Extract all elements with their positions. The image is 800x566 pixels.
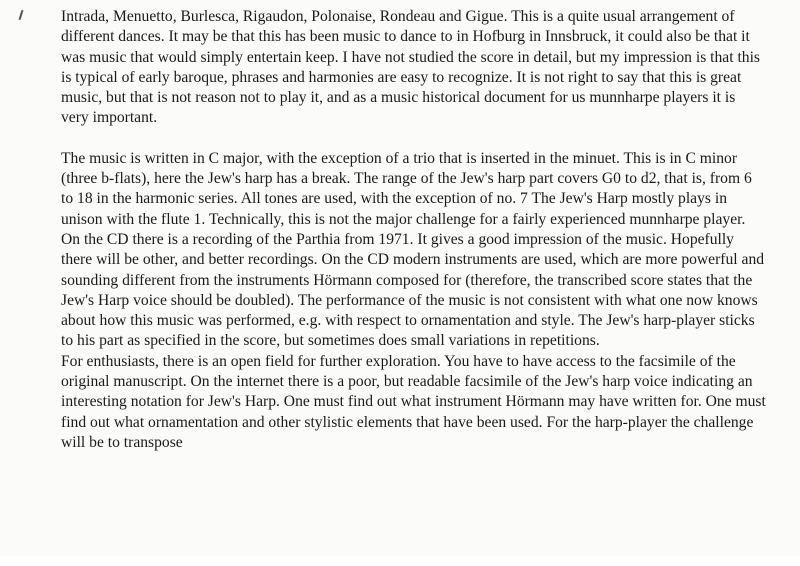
page-bottom-edge — [0, 556, 800, 566]
paragraph-enthusiasts: For enthusiasts, there is an open field for further exploration. You have to have access to the facsimile of the original manuscript. On the internet there is a poor, but readable facsimile of the Jew's harp voice indicating an interesting notation for Jew's Harp. One must find out what instrument Hörmann may have written for. One must find out what ornamentation and other stylistic elements that have been used. For the harp-player the challenge will be to transpose — [61, 352, 766, 451]
text-column — [61, 7, 766, 453]
paragraph-cd-recording: On the CD there is a recording of the Parthia from 1971. It gives a good impression of the music. Hopefully there will be other, and better recordings. On the CD modern instruments are used, which are more powerful and sounding different from the instruments Hörmann composed for (therefore, the transcribed score states that the Jew's Harp voice should be doubled). The performance of the music is not consistent with what one now knows about how this music was performed, e.g. with respect to ornamentation and style. The Jew's harp-player sticks to his part as specified in the score, but sometimes does small variations in repetitions. — [61, 230, 765, 350]
paragraph-dances: Intrada, Menuetto, Burlesca, Rigaudon, Polonaise, Rondeau and Gigue. This is a quite usual arrangement of different dances. It may be that this has been music to dance to in Hofburg in Innsbruck, it could also be that it was music that would simply entertain keep. I have not studied the score in detail, but my impression is that this is typical of early baroque, phrases and harmonies are easy to recognize. It is not right to say that this is great music, but that is not reason not to play it, and as a music historical document for us munnharpe players it is very important. — [61, 8, 760, 127]
corner-mark — [19, 10, 24, 20]
paragraph-music-range: The music is written in C major, with the exception of a trio that is inserted in the minuet. This is in C minor (three b-flats), here the Jew's harp has a break. The range of the Jew's harp part covers G0 to d2, that is, from 6 to 18 in the harmonic series. All tones are used, with the exception of no. 7 The Jew's Harp mostly plays in unison with the flute 1. Technically, this is not the major challenge for a fairly experienced munnharpe player. — [61, 149, 752, 228]
